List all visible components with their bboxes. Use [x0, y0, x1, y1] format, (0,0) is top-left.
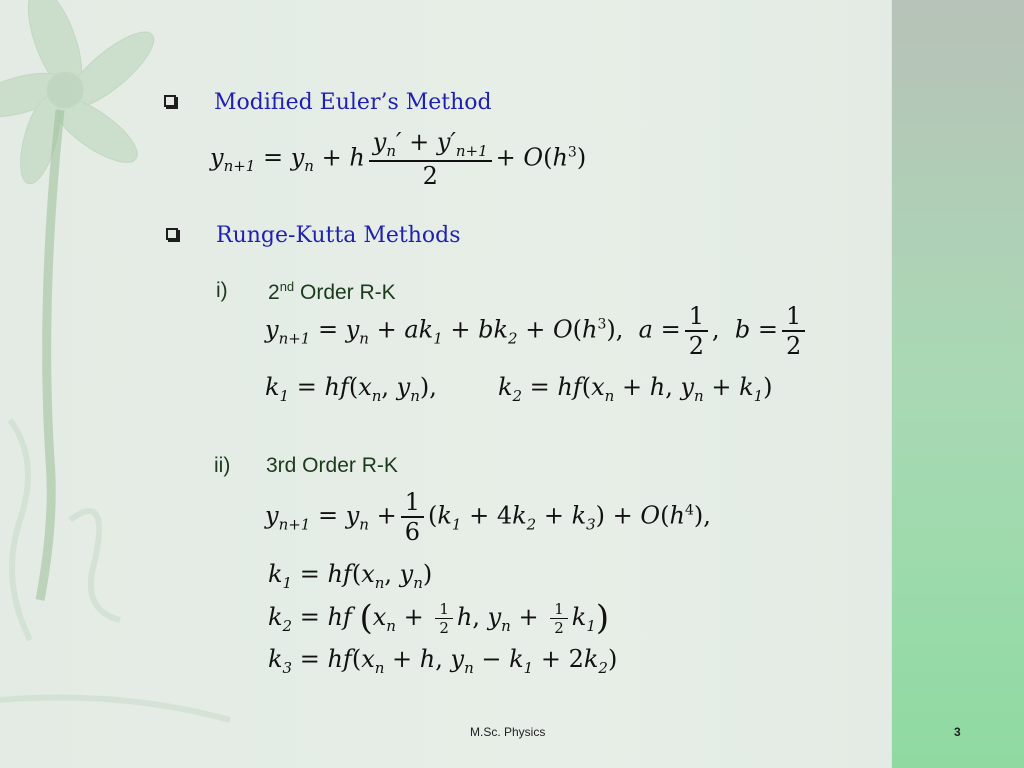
rk3-equation-main: $y_{n+1} = y_n$ + $\frac{1}{6}$ $(k_1 + 4k_2 + k_3) + O(h^4)$, [265, 488, 711, 546]
runge-kutta-heading: Runge-Kutta Methods [216, 223, 461, 248]
page-number: 3 [954, 725, 961, 739]
rk2-equation-main: $y_{n+1} = y_n + ak_1 + bk_2 + O(h^3)$, a = $\frac{1}{2}$ , b = $\frac{1}{2}$ [265, 302, 809, 360]
modified-euler-heading: Modified Euler’s Method [214, 90, 492, 115]
bullet-icon [164, 95, 176, 107]
right-accent-panel [892, 0, 1024, 768]
item-marker-i: i) [216, 279, 228, 302]
third-order-rk-label: 3rd Order R-K [266, 454, 398, 477]
rk2-equation-k: $k_1 = hf(x_n$, $y_n$), $k_2 = hf(x_n + h$, $y_n + k_1$) [265, 373, 773, 405]
second-order-rk-label: 2nd Order R-K [268, 279, 396, 304]
modified-euler-equation: $y_{n+1} = y_n + h$ $\frac{y_n' + y'_{n+1}}{2}$ + $O(h^3)$ [210, 128, 587, 190]
rk3-equation-k1: $k_1 = hf(x_n$, $y_n$) [268, 560, 433, 592]
rk3-equation-k2: $k_2$ = hf ($x_n$ + $\frac{1}{2}$ h, $y_n$ + $\frac{1}{2}$ $k_1$) [268, 598, 610, 638]
rk3-equation-k3: $k_3 = hf(x_n + h$, $y_n - k_1 + 2k_2$) [268, 645, 618, 677]
item-marker-ii: ii) [214, 454, 231, 477]
footer-text: M.Sc. Physics [470, 725, 546, 739]
flower-decoration [0, 0, 260, 768]
bullet-icon [166, 228, 178, 240]
